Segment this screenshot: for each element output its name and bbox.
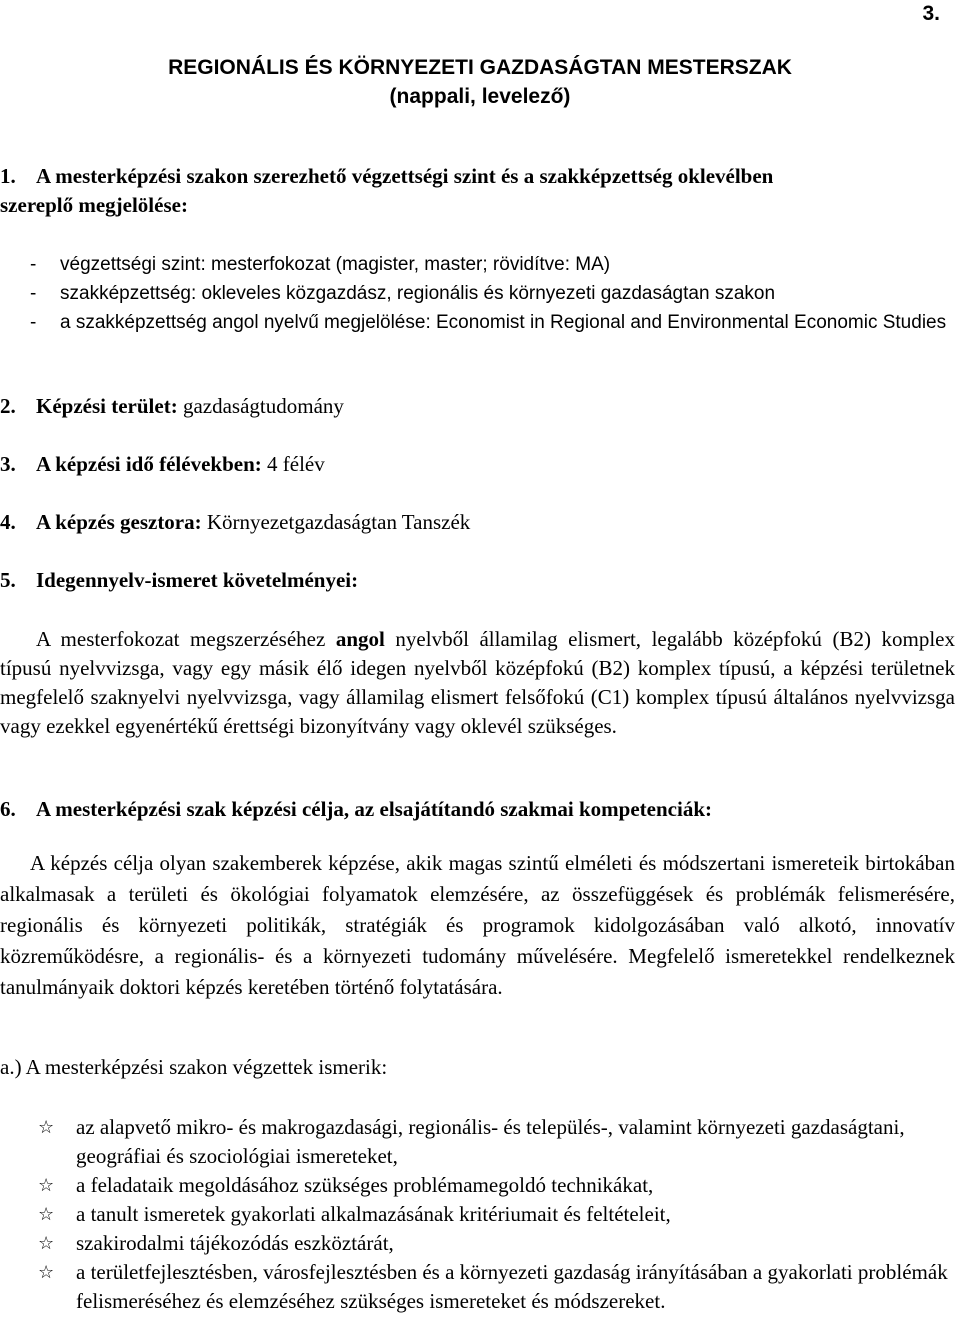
list-item: - végzettségi szint: mesterfokozat (magister, master; rövidítve: MA) [30, 250, 960, 279]
list-item-text: a feladataik megoldásához szükséges problémamegoldó technikákat, [76, 1173, 654, 1197]
section-2 [0, 392, 955, 421]
section-1-heading-line-1: A mesterképzési szakon szerezhető végzettségi szint és a szakképzettség oklevélben [36, 164, 774, 188]
section-number: 2. [0, 394, 16, 418]
section-4 [0, 508, 955, 537]
list-item-text: szakirodalmi tájékozódás eszköztárát, [76, 1231, 394, 1255]
star-outline-icon: ☆ [38, 1175, 55, 1196]
section-number: 1. [0, 164, 16, 188]
star-outline-icon: ☆ [38, 1204, 55, 1225]
section-5-label: Idegennyelv-ismeret követelményei: [36, 568, 359, 592]
list-item [38, 1171, 958, 1200]
section-3-label: A képzési idő félévekben: [36, 452, 262, 476]
language-requirements-paragraph [0, 625, 955, 741]
section-6-heading [0, 795, 955, 824]
paragraph-text-start: A mesterfokozat megszerzéséhez [36, 627, 336, 651]
section-4-value: Környezetgazdaságtan Tanszék [201, 510, 471, 534]
section-6-heading-text: A mesterképzési szak képzési célja, az elsajátítandó szakmai kompetenciák: [36, 797, 712, 821]
list-item-text: az alapvető mikro- és makrogazdasági, regionális- és település-, valamint környezeti gazdaságtani, geográfiai és szociológiai ismereteket, [76, 1115, 905, 1168]
list-item [38, 1200, 958, 1229]
section-3 [0, 450, 955, 479]
star-outline-icon: ☆ [38, 1233, 55, 1254]
star-outline-icon: ☆ [38, 1262, 55, 1283]
paragraph-text-end: nyelvből államilag elismert, legalább középfokú (B2) komplex típusú nyelvvizsga, vagy egy másik élő idegen nyelvből középfokú (B2) komplex típusú, a képzési területnek megfelelő szaknyelvi nyelvvizsga, vagy államilag elismert felsőfokú (C1) komplex típusú általános nyelvvizsga vagy ezekkel egyenértékű érettségi bizonyítvány vagy oklevél szükséges. [0, 627, 955, 738]
title-line-2: (nappali, levelező) [389, 85, 571, 108]
subsection-a-list [38, 1113, 958, 1316]
list-item [38, 1258, 958, 1316]
section-number: 6. [0, 797, 16, 821]
list-item-text: a tanult ismeretek gyakorlati alkalmazásának kritériumait és feltételeit, [76, 1202, 671, 1226]
list-item: - a szakképzettség angol nyelvű megjelölése: Economist in Regional and Environmental Economic Studies [30, 308, 960, 337]
page-number: 3. [922, 2, 940, 25]
section-number: 5. [0, 568, 16, 592]
section-5 [0, 566, 955, 595]
section-4-label: A képzés gesztora: [36, 510, 202, 534]
paragraph-bold-word: angol [335, 627, 385, 651]
title-line-1: REGIONÁLIS ÉS KÖRNYEZETI GAZDASÁGTAN MESTERSZAK [168, 56, 792, 79]
section-3-value: 4 félév [261, 452, 325, 476]
list-item: - szakképzettség: okleveles közgazdász, regionális és környezeti gazdaságtan szakon [30, 279, 960, 308]
section-1-heading [0, 162, 955, 220]
star-outline-icon: ☆ [38, 1117, 55, 1138]
list-item-text: a területfejlesztésben, városfejlesztésben és a környezeti gazdaság irányításában a gyakorlati problémák felismeréséhez és elemzéséhez szükséges ismereteket és módszereket. [76, 1260, 948, 1313]
section-number: 3. [0, 452, 16, 476]
section-1-heading-line-2: szereplő megjelölése: [0, 193, 188, 217]
section-2-label: Képzési terület: [36, 394, 178, 418]
section-number: 4. [0, 510, 16, 534]
section-2-value: gazdaságtudomány [177, 394, 344, 418]
section-1-list [30, 250, 960, 337]
subsection-a-heading: a.) A mesterképzési szakon végzettek ismerik: [0, 1055, 388, 1079]
training-aim-paragraph: A képzés célja olyan szakemberek képzése, akik magas szintű elméleti és módszertani ismereteik birtokában alkalmasak a területi és ökológiai folyamatok elemzésére, az összefüggések és problémák felismerésére, regionális és környezeti politikák, stratégiák és programok kidolgozásában való alkotó, innovatív közreműködésre, a regionális- és a környezeti tudomány művelésére. Megfelelő ismeretekkel rendelkeznek tanulmányaik doktori képzés keretében történő folytatására. [0, 851, 955, 999]
list-item [38, 1229, 958, 1258]
document-title [0, 53, 960, 111]
list-item [38, 1113, 958, 1171]
